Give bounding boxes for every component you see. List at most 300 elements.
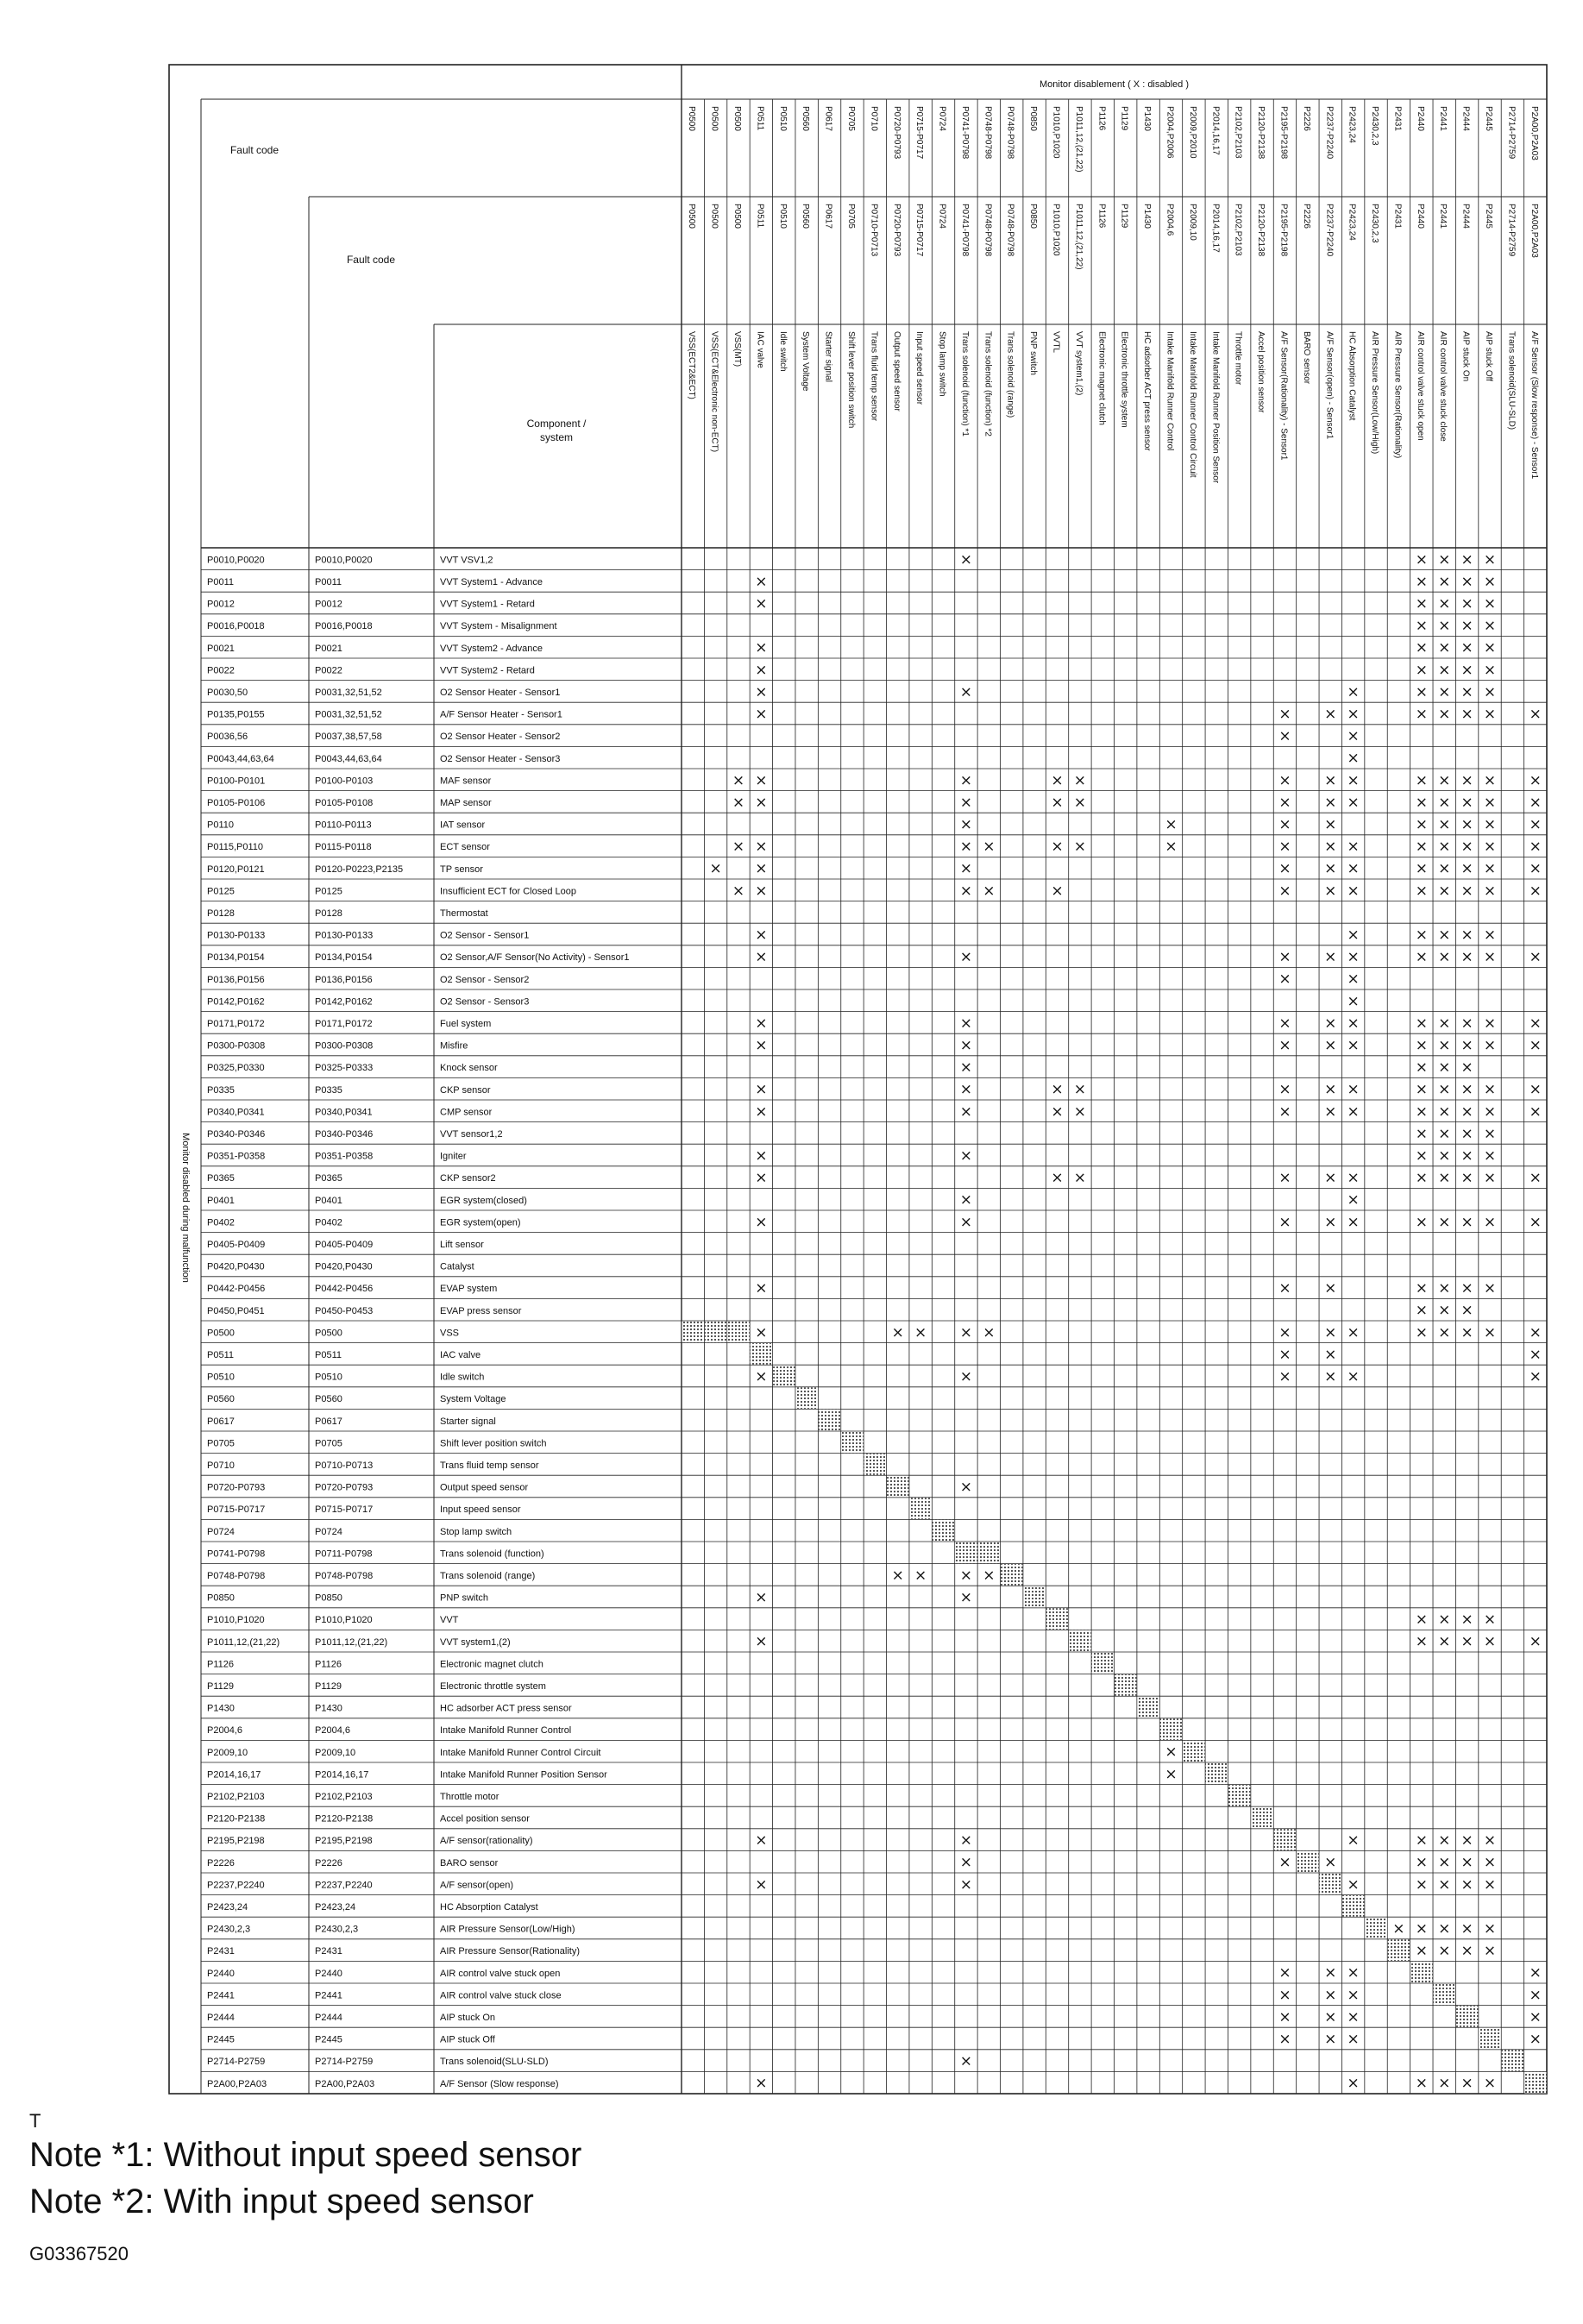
disable-mark: × (1461, 1169, 1473, 1187)
row-component: VVT System2 - Advance (440, 643, 543, 654)
disable-mark: × (1483, 1323, 1497, 1341)
disable-mark: × (1415, 1942, 1428, 1960)
disable-mark: × (1529, 1213, 1542, 1231)
row-sub-code: P0340,P0341 (315, 1107, 373, 1118)
row-sub-code: P0450-P0453 (315, 1305, 374, 1316)
disable-mark: × (1278, 1081, 1291, 1099)
disable-mark: × (1278, 1964, 1291, 1982)
disable-mark: × (983, 1323, 996, 1341)
disable-mark: × (1415, 1920, 1428, 1938)
row-component: Trans solenoid (range) (440, 1571, 536, 1582)
disable-mark: × (755, 1213, 768, 1231)
disable-mark: × (1483, 1831, 1497, 1850)
column-sub-code: P0850 (1028, 204, 1039, 229)
disable-mark: × (1073, 838, 1087, 856)
disable-mark: × (1438, 1831, 1451, 1850)
row-fault-code: P0442-P0456 (207, 1284, 266, 1295)
column-code: P2102,P2103 (1233, 106, 1243, 159)
disable-mark: × (1461, 771, 1473, 789)
disable-mark: × (959, 882, 973, 900)
disable-mark: × (755, 1831, 768, 1850)
column-code: P0715-P0717 (914, 106, 925, 160)
column-sub-code: P2714-P2759 (1506, 204, 1517, 257)
row-component: VVT System1 - Retard (440, 599, 535, 610)
disable-mark: × (755, 1102, 768, 1121)
row-fault-code: P0850 (207, 1592, 235, 1604)
column-component: AIR control valve stuck open (1415, 331, 1425, 441)
row-fault-code: P1011,12,(21,22) (207, 1636, 280, 1648)
row-sub-code: P0021 (315, 643, 342, 654)
disable-mark: × (755, 1147, 768, 1165)
column-component: IAC valve (755, 331, 765, 368)
row-fault-code: P1430 (207, 1703, 235, 1714)
column-component: HC adsorber ACT press sensor (1142, 331, 1153, 451)
disable-mark: × (1529, 1633, 1542, 1651)
column-component: VSS(ECT&Electronic non-ECT) (709, 331, 719, 453)
disable-mark: × (1073, 1102, 1087, 1121)
disable-mark: × (1415, 1147, 1428, 1165)
disable-mark: × (1461, 1633, 1473, 1651)
row-sub-code: P0325-P0333 (315, 1063, 374, 1074)
disable-mark: × (1347, 992, 1360, 1010)
column-component: Throttle motor (1233, 331, 1243, 386)
disable-mark: × (1461, 948, 1473, 966)
row-component: VVT (440, 1615, 459, 1626)
column-code: P0748-P0798 (983, 106, 993, 160)
self-cell (1046, 1608, 1068, 1630)
disable-mark: × (732, 838, 745, 856)
disable-mark: × (1347, 794, 1360, 812)
disable-mark: × (1415, 1854, 1428, 1872)
disable-mark: × (1483, 948, 1497, 966)
row-fault-code: P0022 (207, 665, 235, 676)
disable-mark: × (1392, 1920, 1405, 1938)
row-component: Throttle motor (440, 1792, 499, 1803)
row-component: VVT sensor1,2 (440, 1129, 503, 1140)
disable-mark: × (1165, 1765, 1178, 1783)
row-fault-code: P2102,P2103 (207, 1792, 265, 1803)
disable-mark: × (1461, 706, 1473, 723)
column-sub-code: P2237-P2240 (1324, 204, 1335, 257)
disable-mark: × (1415, 706, 1428, 723)
disable-mark: × (891, 1323, 904, 1341)
disable-mark: × (1529, 948, 1542, 966)
disable-mark: × (1415, 771, 1428, 789)
disable-mark: × (1278, 1986, 1291, 2004)
row-component: HC adsorber ACT press sensor (440, 1703, 572, 1714)
row-sub-code: P1126 (315, 1659, 342, 1670)
disable-mark: × (959, 1058, 973, 1077)
disable-mark: × (1461, 838, 1473, 856)
disable-mark: × (1438, 948, 1451, 966)
disable-mark: × (1415, 1323, 1428, 1341)
disable-mark: × (1483, 661, 1497, 679)
row-component: Idle switch (440, 1372, 485, 1383)
self-cell (1297, 1851, 1318, 1873)
disable-mark: × (1278, 706, 1291, 723)
disable-mark: × (959, 860, 973, 878)
disable-mark: × (1438, 683, 1451, 701)
disable-mark: × (1415, 1169, 1428, 1187)
row-sub-code: P0365 (315, 1173, 342, 1184)
row-sub-code: P0010,P0020 (315, 555, 373, 566)
disable-mark: × (1483, 1875, 1497, 1894)
row-sub-code: P0724 (315, 1526, 342, 1537)
row-fault-code: P2431 (207, 1946, 235, 1957)
row-fault-code: P0136,P0156 (207, 974, 265, 985)
disable-mark: × (1347, 926, 1360, 944)
disable-mark: × (1483, 1854, 1497, 1872)
disable-mark: × (1324, 1323, 1337, 1341)
disable-mark: × (1461, 661, 1473, 679)
disable-mark: × (1461, 1323, 1473, 1341)
disable-mark: × (1461, 860, 1473, 878)
column-code: P2445 (1484, 106, 1494, 131)
disable-mark: × (983, 1567, 996, 1585)
column-component: A/F Sensor (Slow response) - Sensor1 (1529, 331, 1539, 480)
row-fault-code: P0100-P0101 (207, 776, 266, 787)
column-component: Trans solenoid(SLU-SLD) (1506, 331, 1517, 430)
disable-mark: × (1529, 1102, 1542, 1121)
row-fault-code: P0135,P0155 (207, 709, 265, 720)
row-component: VVT system1,(2) (440, 1636, 511, 1648)
disable-mark: × (755, 1081, 768, 1099)
row-sub-code: P0031,32,51,52 (315, 688, 382, 699)
row-fault-code: P0724 (207, 1526, 235, 1537)
row-fault-code: P0450,P0451 (207, 1305, 265, 1316)
disable-mark: × (755, 1633, 768, 1651)
disable-mark: × (755, 1368, 768, 1385)
row-sub-code: P0510 (315, 1372, 342, 1383)
column-sub-code: P2195-P2198 (1278, 204, 1289, 257)
disable-mark: × (1483, 1942, 1497, 1960)
disable-mark: × (1438, 882, 1451, 900)
row-fault-code: P2004,6 (207, 1725, 242, 1737)
row-sub-code: P0037,38,57,58 (315, 732, 382, 743)
disable-mark: × (1051, 1102, 1064, 1121)
disable-mark: × (1278, 771, 1291, 789)
row-fault-code: P0325,P0330 (207, 1063, 265, 1074)
disable-mark: × (959, 1014, 973, 1033)
row-fault-code: P2423,24 (207, 1902, 248, 1913)
disable-mark: × (755, 661, 768, 679)
note-2: Note *2: With input speed sensor (29, 2183, 534, 2220)
column-component: AIR Pressure Sensor(Rationality) (1392, 331, 1403, 459)
self-cell (933, 1520, 954, 1542)
disable-mark: × (1415, 794, 1428, 812)
row-sub-code: P2445 (315, 2034, 342, 2045)
column-component: AIP stuck Off (1484, 331, 1494, 381)
disable-mark: × (1438, 573, 1451, 591)
row-component: AIR control valve stuck open (440, 1968, 561, 1979)
disable-mark: × (1415, 1102, 1428, 1121)
row-sub-code: P2004,6 (315, 1725, 350, 1737)
disable-mark: × (1483, 816, 1497, 833)
column-code: P2195-P2198 (1278, 106, 1289, 160)
disable-mark: × (1483, 1633, 1497, 1651)
disable-mark: × (1461, 573, 1473, 591)
disable-mark: × (1529, 1323, 1542, 1341)
disable-mark: × (755, 2075, 768, 2093)
disable-mark: × (1483, 1102, 1497, 1121)
self-cell (909, 1498, 931, 1519)
disable-mark: × (1415, 1037, 1428, 1054)
row-fault-code: P0715-P0717 (207, 1504, 266, 1516)
disable-mark: × (1324, 771, 1337, 789)
row-sub-code: P2009,10 (315, 1747, 356, 1758)
column-sub-code: P0511 (755, 204, 765, 229)
row-fault-code: P2441 (207, 1990, 235, 2001)
disable-mark: × (1347, 1964, 1360, 1982)
disable-mark: × (1438, 1323, 1451, 1341)
disable-mark: × (755, 1589, 768, 1606)
disable-mark: × (1415, 595, 1428, 612)
disable-mark: × (1278, 2008, 1291, 2026)
column-sub-code: P0510 (777, 204, 788, 229)
disable-mark: × (1438, 550, 1451, 568)
disable-mark: × (1483, 1920, 1497, 1938)
column-component: A/F Sensor(open) - Sensor1 (1324, 331, 1335, 440)
row-fault-code: P0134,P0154 (207, 952, 265, 964)
disable-mark: × (1073, 1169, 1087, 1187)
disable-mark: × (1415, 1611, 1428, 1629)
fault-code-sub-header: Fault code (346, 254, 396, 266)
column-sub-code: P2014,16,17 (1210, 204, 1221, 253)
disable-mark: × (1461, 617, 1473, 635)
column-sub-code: P2440 (1415, 204, 1425, 229)
row-fault-code: P2440 (207, 1968, 235, 1979)
row-fault-code: P2120-P2138 (207, 1813, 266, 1825)
row-fault-code: P0420,P0430 (207, 1261, 265, 1272)
column-sub-code: P2009,10 (1187, 204, 1197, 241)
disable-mark: × (1415, 550, 1428, 568)
column-code: P1430 (1142, 106, 1153, 131)
row-sub-code: P0100-P0103 (315, 776, 374, 787)
disable-mark: × (1438, 1081, 1451, 1099)
self-cell (955, 1542, 977, 1564)
disable-mark: × (959, 771, 973, 789)
disable-mark: × (1347, 1014, 1360, 1033)
disable-mark: × (1461, 1213, 1473, 1231)
disable-mark: × (1483, 1147, 1497, 1165)
row-sub-code: P2014,16,17 (315, 1769, 369, 1781)
disable-mark: × (1324, 1213, 1337, 1231)
row-fault-code: P0365 (207, 1173, 235, 1184)
disable-mark: × (1461, 1125, 1473, 1143)
column-sub-code: P0715-P0717 (914, 204, 925, 257)
column-sub-code: P2004,6 (1165, 204, 1175, 236)
disable-mark: × (755, 948, 768, 966)
disable-mark: × (1438, 1213, 1451, 1231)
column-sub-code: P2423,24 (1347, 204, 1357, 241)
row-fault-code: P0125 (207, 886, 235, 897)
column-code: P2014,16,17 (1210, 106, 1221, 155)
row-sub-code: P0748-P0798 (315, 1571, 374, 1582)
disable-mark: × (1483, 1081, 1497, 1099)
row-sub-code: P0715-P0717 (315, 1504, 374, 1516)
row-component: AIR control valve stuck close (440, 1990, 562, 2001)
disable-mark: × (1278, 860, 1291, 878)
row-fault-code: P0748-P0798 (207, 1571, 266, 1582)
row-fault-code: P0617 (207, 1416, 235, 1427)
column-component: Intake Manifold Runner Control Circuit (1187, 331, 1197, 478)
row-component: A/F Sensor (Slow response) (440, 2078, 559, 2089)
self-cell (1137, 1697, 1159, 1718)
column-sub-code: P2431 (1392, 204, 1403, 229)
disable-mark: × (755, 683, 768, 701)
disable-mark: × (1438, 1611, 1451, 1629)
disable-mark: × (1347, 838, 1360, 856)
column-sub-code: P0748-P0798 (983, 204, 993, 257)
self-cell (795, 1387, 817, 1409)
disable-mark: × (1347, 948, 1360, 966)
self-cell (1115, 1674, 1136, 1696)
disable-mark: × (1278, 838, 1291, 856)
figure-id: G03367520 (29, 2243, 129, 2264)
row-component: IAC valve (440, 1350, 481, 1361)
column-sub-code: P0748-P0798 (1005, 204, 1015, 257)
disable-mark: × (1278, 882, 1291, 900)
disable-mark: × (1324, 794, 1337, 812)
disable-mark: × (1278, 970, 1291, 989)
self-cell (727, 1322, 749, 1343)
column-component: BARO sensor (1301, 331, 1311, 385)
row-component: Trans fluid temp sensor (440, 1460, 539, 1472)
row-component: EGR system(open) (440, 1217, 521, 1228)
disable-mark: × (1438, 639, 1451, 657)
disable-mark: × (1415, 1875, 1428, 1894)
row-component: CKP sensor2 (440, 1173, 496, 1184)
disable-mark: × (1073, 1081, 1087, 1099)
row-sub-code: P2441 (315, 1990, 342, 2001)
column-component: AIP stuck On (1461, 331, 1471, 382)
row-fault-code: P0340,P0341 (207, 1107, 265, 1118)
row-component: Starter signal (440, 1416, 496, 1427)
row-fault-code: P0405-P0409 (207, 1240, 266, 1251)
row-fault-code: P0401 (207, 1195, 235, 1206)
disable-mark: × (1461, 1831, 1473, 1850)
disable-mark: × (1461, 1854, 1473, 1872)
column-sub-code: P0500 (732, 204, 742, 229)
disable-mark: × (1347, 2008, 1360, 2026)
disable-mark: × (1347, 1191, 1360, 1209)
disable-mark: × (1529, 1014, 1542, 1033)
row-sub-code: P0401 (315, 1195, 342, 1206)
disable-mark: × (1483, 706, 1497, 723)
column-sub-code: P0500 (687, 204, 697, 229)
row-sub-code: P0110-P0113 (315, 820, 372, 831)
row-component: ECT sensor (440, 842, 490, 853)
disable-mark: × (959, 1037, 973, 1054)
table-title: Monitor disablement ( X : disabled ) (1039, 79, 1190, 90)
disable-mark: × (1347, 750, 1360, 768)
disable-mark: × (1324, 1964, 1337, 1982)
disable-mark: × (755, 595, 768, 612)
disable-mark: × (1483, 573, 1497, 591)
disable-mark: × (1529, 882, 1542, 900)
row-sub-code: P2195,P2198 (315, 1836, 373, 1847)
disable-mark: × (1438, 595, 1451, 612)
disable-mark: × (959, 1854, 973, 1872)
disable-mark: × (1461, 1302, 1473, 1320)
disable-mark: × (1278, 1037, 1291, 1054)
row-component: AIR Pressure Sensor(Low/High) (440, 1924, 575, 1935)
row-fault-code: P0128 (207, 908, 235, 920)
row-component: O2 Sensor,A/F Sensor(No Activity) - Sensor1 (440, 952, 630, 964)
row-component: Input speed sensor (440, 1504, 521, 1516)
row-component: BARO sensor (440, 1857, 499, 1869)
row-sub-code: P1430 (315, 1703, 342, 1714)
row-fault-code: P0720-P0793 (207, 1482, 266, 1493)
disable-mark: × (959, 1875, 973, 1894)
self-cell (1524, 2072, 1546, 2094)
column-sub-code: P2226 (1301, 204, 1311, 229)
row-sub-code: P0617 (315, 1416, 342, 1427)
column-code: P0560 (801, 106, 811, 131)
disable-mark: × (1278, 948, 1291, 966)
disable-mark: × (1438, 1302, 1451, 1320)
row-component: VVT VSV1,2 (440, 555, 493, 566)
column-code: P0617 (823, 106, 833, 131)
column-component: Electronic throttle system (1119, 331, 1129, 428)
self-cell (1365, 1918, 1386, 1939)
row-component: Knock sensor (440, 1063, 498, 1074)
row-fault-code: P2195,P2198 (207, 1836, 265, 1847)
disable-mark: × (1529, 771, 1542, 789)
table-header (180, 79, 1539, 1283)
disable-mark: × (1278, 1169, 1291, 1187)
disable-mark: × (1438, 1014, 1451, 1033)
column-sub-code: P1430 (1142, 204, 1153, 229)
disable-mark: × (755, 1169, 768, 1187)
disable-mark: × (1529, 706, 1542, 723)
column-code: P0710 (869, 106, 879, 131)
column-component: AIR control valve stuck close (1438, 331, 1448, 442)
disable-mark: × (1415, 661, 1428, 679)
disable-mark: × (1461, 794, 1473, 812)
disable-mark: × (1415, 860, 1428, 878)
column-code: P2714-P2759 (1506, 106, 1517, 160)
disable-mark: × (1278, 1014, 1291, 1033)
disable-mark: × (959, 1567, 973, 1585)
row-fault-code: P0110 (207, 820, 234, 831)
row-component: VVT System1 - Advance (440, 577, 543, 588)
disable-mark: × (1347, 727, 1360, 745)
row-sub-code: P0136,P0156 (315, 974, 373, 985)
disable-mark: × (1483, 1125, 1497, 1143)
disable-mark: × (1347, 882, 1360, 900)
disable-mark: × (1483, 794, 1497, 812)
disable-mark: × (1324, 1346, 1337, 1364)
disable-mark: × (1165, 1743, 1178, 1762)
column-code: P2431 (1392, 106, 1403, 131)
disable-mark: × (959, 1368, 973, 1385)
disable-mark: × (1483, 683, 1497, 701)
row-fault-code: P0105-P0106 (207, 798, 266, 809)
row-component: PNP switch (440, 1592, 489, 1604)
row-sub-code: P0022 (315, 665, 342, 676)
column-code: P1126 (1096, 106, 1107, 131)
disable-mark: × (1483, 2075, 1497, 2093)
column-code: P2226 (1301, 106, 1311, 131)
column-component: Trans solenoid (range) (1005, 331, 1015, 418)
column-sub-code: P0560 (801, 204, 811, 229)
side-label: Monitor disabled during malfunction (180, 1133, 191, 1283)
disable-mark: × (1415, 1213, 1428, 1231)
row-sub-code: P1011,12,(21,22) (315, 1636, 388, 1648)
row-fault-code: P0016,P0018 (207, 621, 265, 632)
row-component: Lift sensor (440, 1240, 484, 1251)
